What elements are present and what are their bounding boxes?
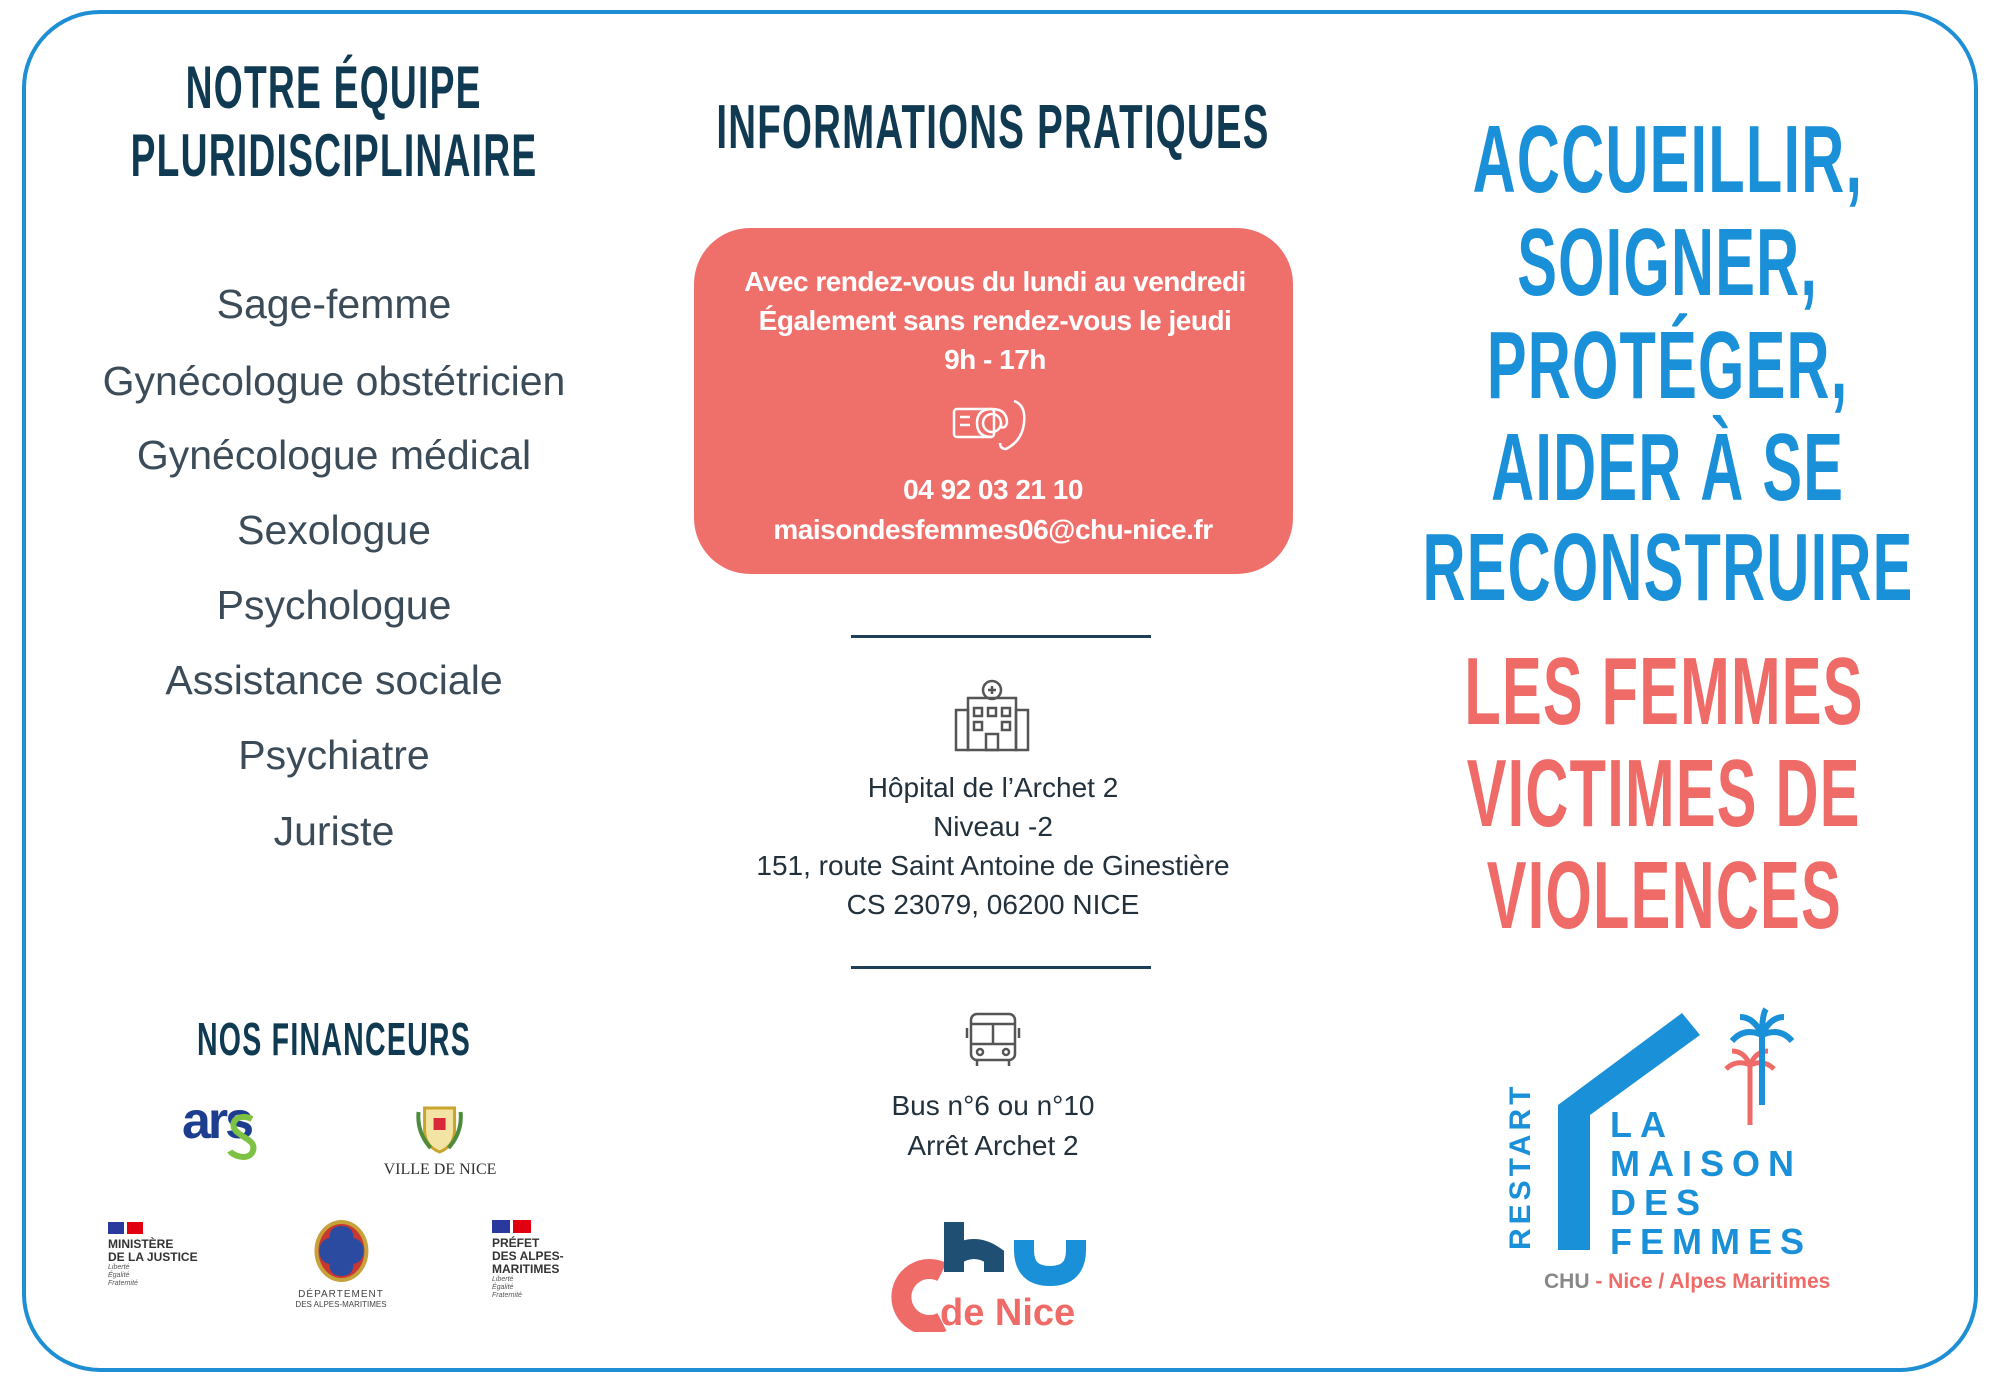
hours-line: Avec rendez-vous du lundi au vendredi — [744, 266, 1246, 297]
brand-name-line: LA — [1610, 1104, 1674, 1145]
address-line: Hôpital de l’Archet 2 — [867, 772, 1119, 803]
departement-text: DES ALPES-MARITIMES — [295, 1300, 387, 1309]
transport-line: Bus n°6 ou n°10 — [891, 1090, 1095, 1121]
info-title-text: INFORMATIONS PRATIQUES — [716, 93, 1270, 162]
divider — [851, 635, 1151, 638]
mission-line: AIDER À SE — [1491, 414, 1845, 521]
hours-line: Également sans rendez-vous le jeudi — [758, 305, 1232, 336]
phone-number[interactable]: 04 92 03 21 10 — [903, 474, 1083, 505]
chu-de-nice-logo — [884, 1212, 1096, 1332]
transport — [892, 1086, 1095, 1166]
funders-title — [113, 1012, 555, 1066]
brand-tagline — [1544, 1270, 1830, 1294]
chu-logo-sub: de Nice — [940, 1292, 1076, 1334]
brand-org: CHU — [1544, 1270, 1590, 1293]
ville-de-nice-text: VILLE DE NICE — [383, 1161, 497, 1178]
devise: Liberté Égalité Fraternité — [108, 1264, 138, 1287]
mission-statement — [1272, 106, 2000, 621]
team-member: Sexologue — [237, 507, 431, 553]
mission-line: ACCUEILLIR, — [1472, 106, 1864, 213]
team-member: Psychologue — [216, 582, 452, 628]
justice-text: DE LA JUSTICE — [108, 1250, 198, 1264]
devise: Liberté Égalité Fraternité — [492, 1276, 522, 1299]
brand-name-line: DES — [1610, 1182, 1709, 1223]
prefet-logo — [492, 1220, 564, 1300]
address-line: Niveau -2 — [933, 811, 1053, 842]
brand-sep: - — [1589, 1270, 1609, 1293]
mission-line: PROTÉGER, — [1487, 312, 1849, 419]
target-line: VIOLENCES — [1486, 842, 1842, 949]
ars-logo-text: ars — [182, 1092, 252, 1150]
prefet-text: PRÉFET — [492, 1236, 540, 1250]
team-member: Juriste — [273, 808, 395, 854]
team-member: Psychiatre — [238, 732, 430, 778]
hours-line: 9h - 17h — [944, 344, 1046, 375]
transport-line: Arrêt Archet 2 — [907, 1130, 1079, 1161]
email-phone-icon — [950, 395, 1036, 455]
contact — [773, 470, 1212, 550]
team-title-line: PLURIDISCIPLINAIRE — [130, 122, 538, 189]
hospital-icon — [952, 678, 1032, 752]
team-list — [103, 282, 566, 853]
funders-title-text: NOS FINANCEURS — [196, 1013, 472, 1065]
ville-de-nice-logo — [384, 1098, 497, 1179]
team-member: Gynécologue médical — [136, 432, 532, 478]
mission-line: RECONSTRUIRE — [1422, 514, 1914, 621]
target-line: VICTIMES DE — [1467, 740, 1861, 847]
target-line: LES FEMMES — [1464, 638, 1864, 745]
prefet-text: DES ALPES- — [492, 1249, 564, 1263]
brand-name — [1610, 1105, 1812, 1261]
brand-name-line: MAISON — [1610, 1143, 1802, 1184]
ars-logo — [182, 1092, 282, 1165]
restart-text: RESTART — [1504, 1082, 1537, 1250]
target-audience — [1342, 638, 1986, 949]
maison-des-femmes-logo — [1500, 1005, 1840, 1305]
departement-logo — [295, 1218, 386, 1309]
team-member: Sage-femme — [216, 281, 452, 327]
email-link[interactable]: maisondesfemmes06@chu-nice.fr — [773, 514, 1213, 545]
address-line: 151, route Saint Antoine de Ginestière — [756, 850, 1230, 881]
brand-region: Nice / Alpes Maritimes — [1608, 1270, 1831, 1293]
address — [756, 768, 1229, 924]
team-member: Assistance sociale — [165, 657, 503, 703]
team-member: Gynécologue obstétricien — [102, 358, 566, 404]
justice-text: MINISTÈRE — [108, 1237, 174, 1251]
mission-line: SOIGNER, — [1517, 209, 1819, 316]
brand-name-line: FEMMES — [1610, 1221, 1813, 1262]
bus-icon — [963, 1010, 1023, 1070]
departement-text: DÉPARTEMENT — [298, 1289, 384, 1300]
divider — [851, 966, 1151, 969]
hours — [744, 262, 1246, 379]
ministere-justice-logo — [108, 1222, 198, 1288]
prefet-text: MARITIMES — [492, 1262, 560, 1276]
address-line: CS 23079, 06200 NICE — [846, 889, 1140, 920]
team-title-line: NOTRE ÉQUIPE — [185, 54, 482, 121]
